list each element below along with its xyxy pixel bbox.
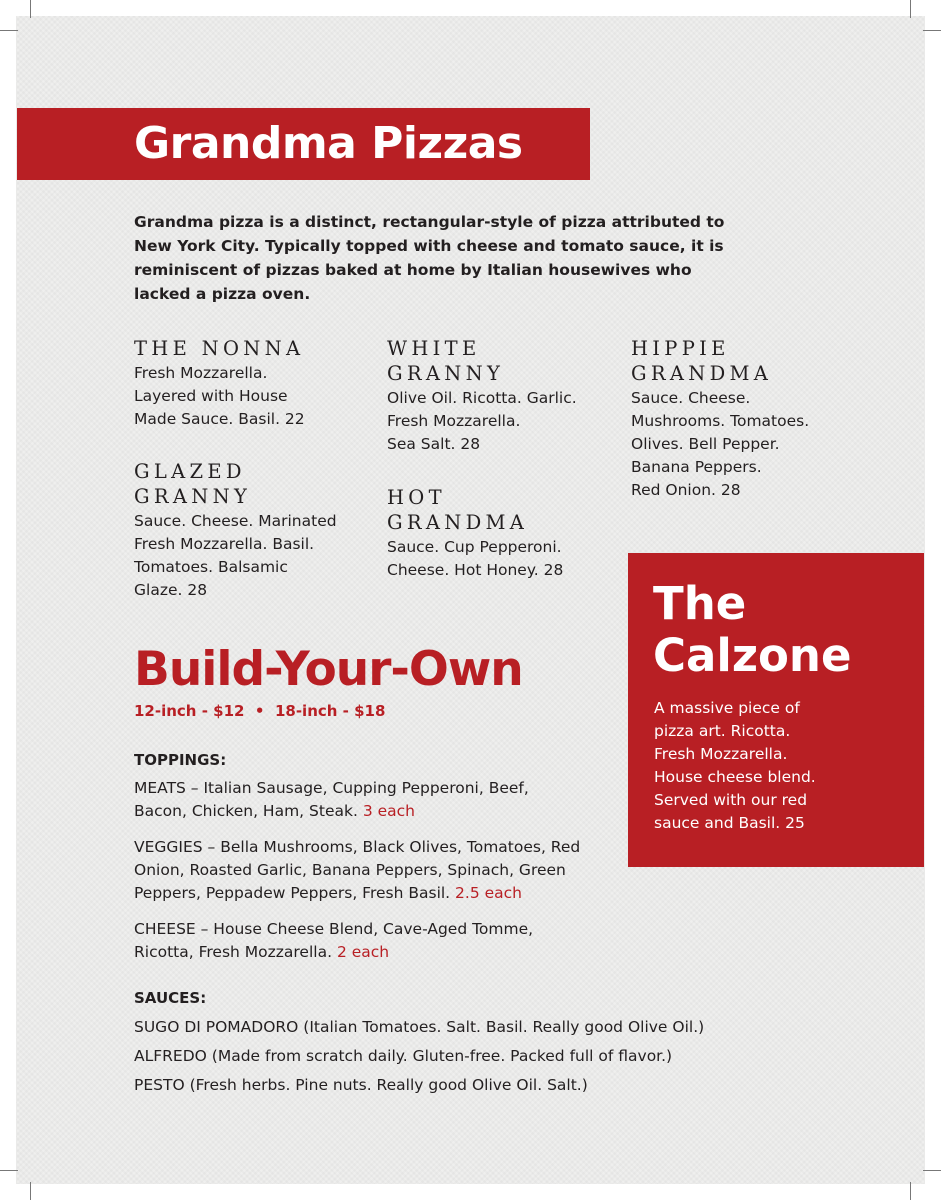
- menu-item-hippie-grandma: [631, 336, 809, 502]
- toppings-veggies: [134, 836, 614, 905]
- crop-mark: [910, 1182, 911, 1200]
- sauce-item: PESTO (Fresh herbs. Pine nuts. Really good Olive Oil. Salt.): [134, 1076, 588, 1094]
- menu-item-the-nonna: [134, 336, 305, 431]
- sauce-item: ALFREDO (Made from scratch daily. Gluten-free. Packed full of flavor.): [134, 1047, 673, 1065]
- calzone-description: A massive piece of pizza art. Ricotta. Fresh Mozzarella. House cheese blend. Served with our red sauce and Basil. 25: [654, 699, 816, 832]
- intro-text: Grandma pizza is a distinct, rectangular-style of pizza attributed to New York City. Typically topped with cheese and tomato sauce, it is reminiscent of pizzas baked at home by Italian housewives who lacked a pizza oven.: [134, 213, 725, 303]
- crop-mark: [910, 0, 911, 18]
- item-name: WHITE GRANNY: [387, 337, 505, 385]
- veggies-price: 2.5 each: [455, 884, 523, 902]
- crop-mark: [0, 30, 18, 31]
- build-your-own-prices: 12-inch - $12 • 18-inch - $18: [134, 702, 386, 720]
- crop-mark: [30, 0, 31, 18]
- toppings-meats: [134, 777, 574, 823]
- veggies-text: VEGGIES – Bella Mushrooms, Black Olives, Tomatoes, Red Onion, Roasted Garlic, Banana Peppers, Spinach, Green Peppers, Peppadew Peppers, Fresh Basil.: [134, 838, 581, 902]
- item-name: GLAZED GRANNY: [134, 460, 252, 508]
- sauce-item: SUGO DI POMADORO (Italian Tomatoes. Salt. Basil. Really good Olive Oil.): [134, 1018, 705, 1036]
- menu-item-glazed-granny: [134, 459, 337, 602]
- item-name: HOT GRANDMA: [387, 486, 529, 534]
- item-description: Fresh Mozzarella. Layered with House Made Sauce. Basil. 22: [134, 364, 305, 428]
- sauces-label: SAUCES:: [134, 989, 207, 1007]
- toppings-label: TOPPINGS:: [134, 751, 227, 769]
- cheese-text: CHEESE – House Cheese Blend, Cave-Aged Tomme, Ricotta, Fresh Mozzarella.: [134, 920, 534, 961]
- calzone-heading: The Calzone: [653, 577, 852, 682]
- menu-item-white-granny: [387, 336, 577, 456]
- item-description: Olive Oil. Ricotta. Garlic. Fresh Mozzarella. Sea Salt. 28: [387, 389, 577, 453]
- meats-text: MEATS – Italian Sausage, Cupping Pepperoni, Beef, Bacon, Chicken, Ham, Steak.: [134, 779, 529, 820]
- item-name: HIPPIE GRANDMA: [631, 337, 773, 385]
- build-your-own-heading: Build-Your-Own: [134, 642, 523, 697]
- toppings-cheese: [134, 918, 574, 964]
- crop-mark: [923, 1170, 941, 1171]
- crop-mark: [0, 1170, 18, 1171]
- cheese-price: 2 each: [336, 943, 390, 961]
- item-name: THE NONNA: [134, 337, 305, 360]
- meats-price: 3 each: [362, 802, 415, 820]
- crop-mark: [923, 30, 941, 31]
- item-description: Sauce. Cheese. Marinated Fresh Mozzarella. Basil. Tomatoes. Balsamic Glaze. 28: [134, 512, 337, 599]
- crop-mark: [30, 1182, 31, 1200]
- page-title: Grandma Pizzas: [134, 118, 523, 169]
- item-description: Sauce. Cup Pepperoni. Cheese. Hot Honey. 28: [387, 538, 564, 579]
- item-description: Sauce. Cheese. Mushrooms. Tomatoes. Olives. Bell Pepper. Banana Peppers. Red Onion. 28: [631, 389, 810, 499]
- menu-item-hot-grandma: [387, 485, 563, 582]
